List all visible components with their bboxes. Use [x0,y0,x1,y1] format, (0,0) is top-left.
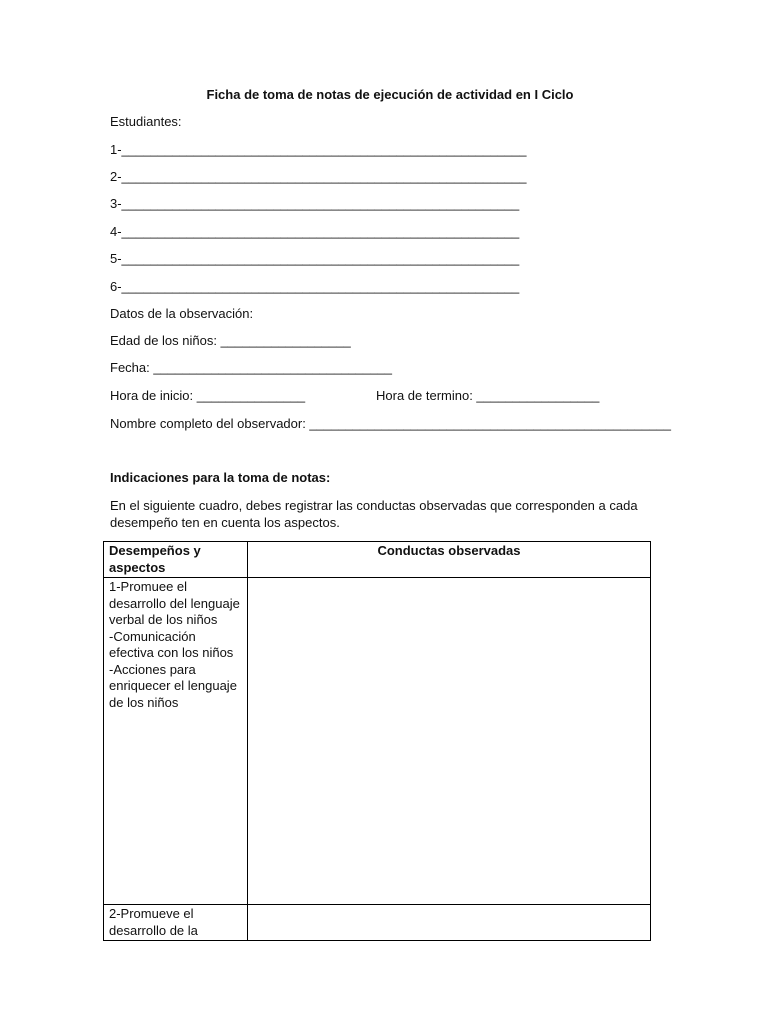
student-line-3[interactable]: 3-_______________________________________________________ [110,196,520,211]
observation-data-label: Datos de la observación: [110,306,254,321]
table-row [104,578,651,905]
document-title: Ficha de toma de notas de ejecución de actividad en I Ciclo [206,87,574,102]
student-line-1[interactable]: 1-________________________________________________________ [110,142,527,157]
header-observed-behaviors: Conductas observadas [248,542,651,578]
student-line-5[interactable]: 5-_______________________________________________________ [110,251,520,266]
student-line-2[interactable]: 2-________________________________________________________ [110,169,527,184]
students-label: Estudiantes: [110,114,182,129]
instructions-text: En el siguiente cuadro, debes registrar las conductas observadas que corresponden a cada desempeño ten en cuenta los aspectos. [110,498,638,530]
table-row [104,905,651,941]
aspect-cell: 2-Promueve el desarrollo de la [104,905,248,941]
student-line-6[interactable]: 6-_______________________________________________________ [110,279,520,294]
observed-cell[interactable] [248,905,651,941]
children-age-field[interactable]: Edad de los niños: __________________ [110,333,351,348]
date-field[interactable]: Fecha: _________________________________ [110,360,392,375]
instructions-heading: Indicaciones para la toma de notas: [110,470,331,485]
table-header-row [104,542,651,578]
end-time-field[interactable]: Hora de termino: _________________ [376,388,600,403]
aspect-cell: 1-Promuee el desarrollo del lenguaje verbal de los niños -Comunicación efectiva con los niños -Acciones para enriquecer el lenguaje de los niños [104,578,248,905]
header-aspects: Desempeños y aspectos [104,542,248,578]
observer-name-field[interactable]: Nombre completo del observador: __________________________________________________ [110,416,671,431]
observed-cell[interactable] [248,578,651,905]
observation-table [103,541,651,941]
student-line-4[interactable]: 4-_______________________________________________________ [110,224,520,239]
start-time-field[interactable]: Hora de inicio: _______________ [110,388,306,403]
